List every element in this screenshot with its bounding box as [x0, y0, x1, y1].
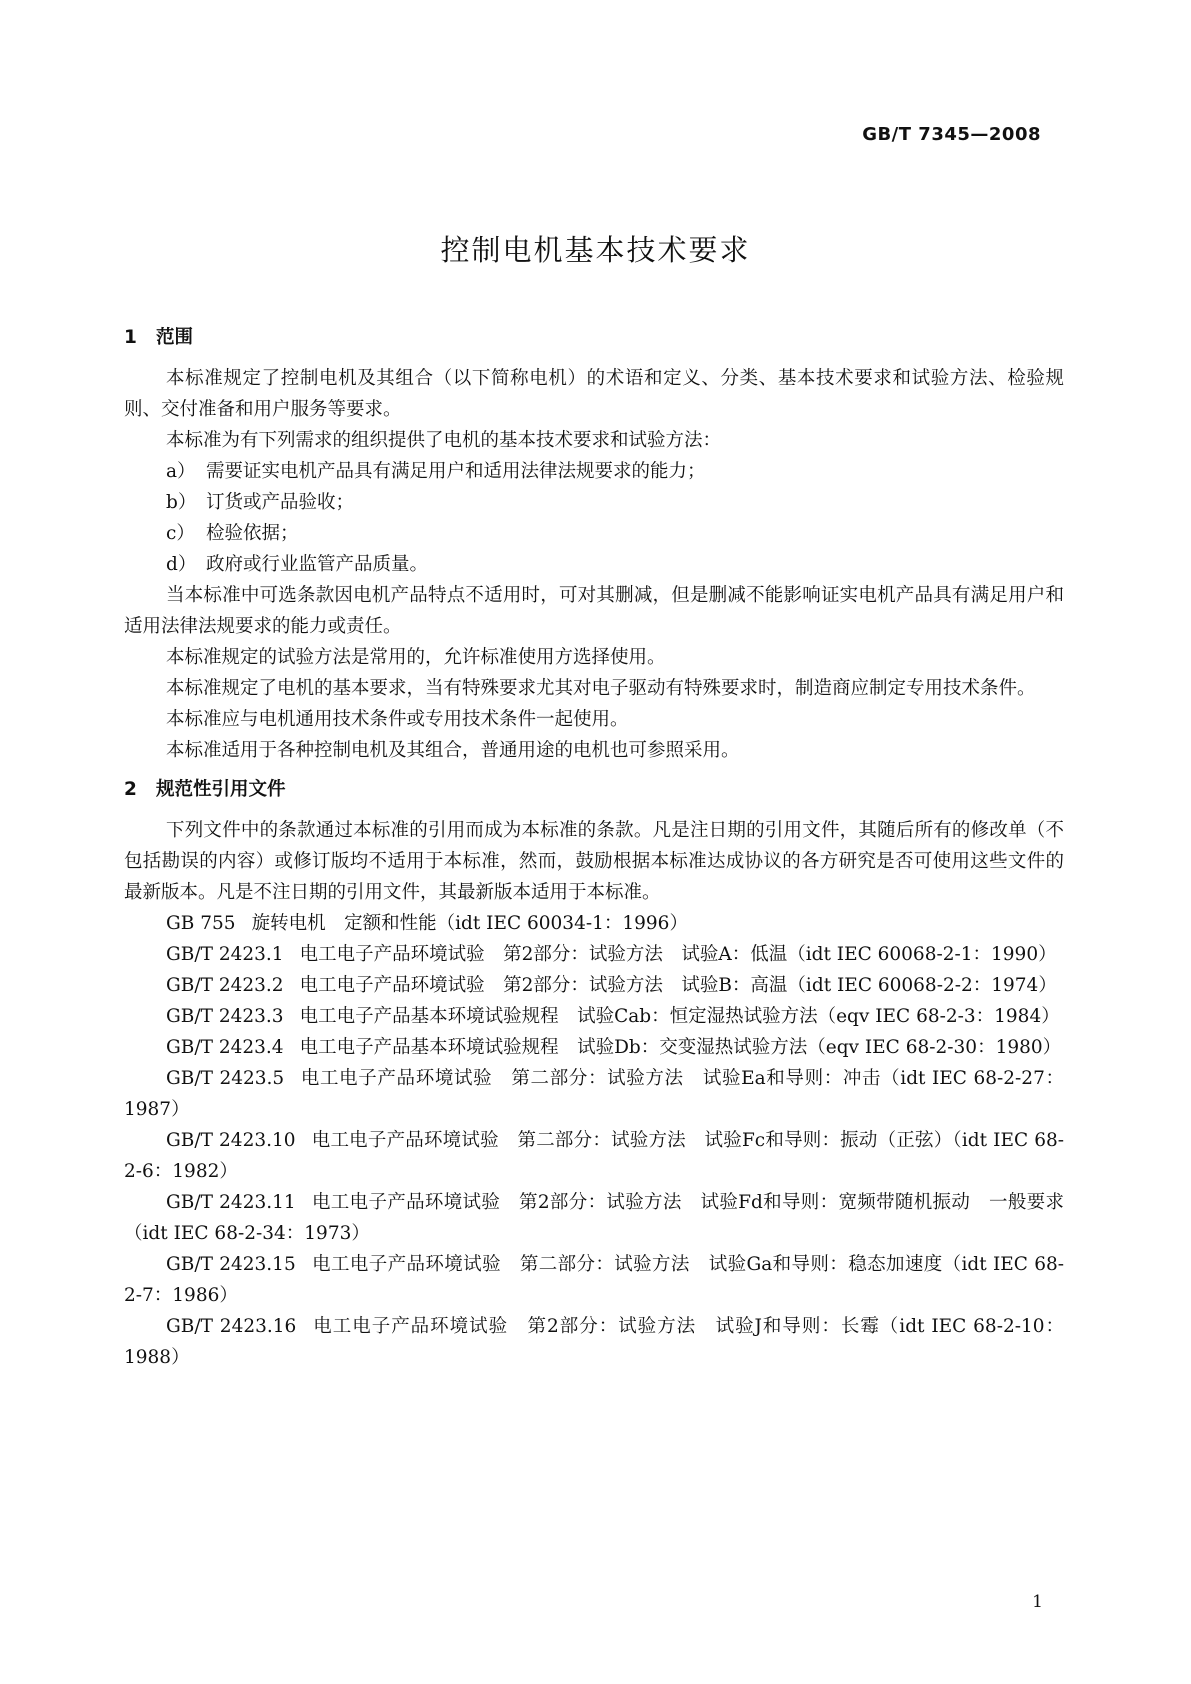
reference-code: GB/T 2423.1: [166, 944, 284, 965]
reference-code: GB/T 2423.10: [166, 1130, 296, 1151]
reference-item: [124, 1032, 1064, 1063]
reference-text: 电工电子产品环境试验 第二部分：试验方法 试验Fc和导则：振动（正弦）（idt IEC 68-2-6：1982）: [124, 1130, 1064, 1182]
reference-text: 电工电子产品基本环境试验规程 试验Db：交变湿热试验方法（eqv IEC 68-2-30：1980）: [299, 1037, 1062, 1058]
reference-text: 电工电子产品环境试验 第2部分：试验方法 试验J和导则：长霉（idt IEC 68-2-10：1988）: [124, 1316, 1064, 1368]
reference-text: 电工电子产品基本环境试验规程 试验Cab：恒定湿热试验方法（eqv IEC 68-2-3：1984）: [299, 1006, 1060, 1027]
reference-text: 电工电子产品环境试验 第2部分：试验方法 试验A：低温（idt IEC 60068-2-1：1990）: [299, 944, 1057, 965]
reference-item: [124, 1311, 1064, 1373]
reference-item: [124, 1001, 1064, 1032]
reference-code: GB/T 2423.11: [166, 1192, 296, 1213]
reference-item: [124, 1063, 1064, 1125]
section-title: 范围: [156, 327, 194, 348]
paragraph: 当本标准中可选条款因电机产品特点不适用时，可对其删减，但是删减不能影响证实电机产品具有满足用户和适用法律法规要求的能力或责任。: [124, 585, 1064, 637]
list-item-label: d）: [166, 554, 197, 575]
list-item-text: 订货或产品验收；: [206, 492, 355, 513]
reference-code: GB/T 2423.2: [166, 975, 284, 996]
document-body: [124, 322, 1064, 1373]
paragraph: 本标准适用于各种控制电机及其组合，普通用途的电机也可参照采用。: [166, 740, 740, 761]
reference-text: 电工电子产品环境试验 第2部分：试验方法 试验B：高温（idt IEC 60068-2-2：1974）: [299, 975, 1057, 996]
reference-item: [124, 939, 1064, 970]
list-item: [124, 456, 1064, 487]
standard-code: GB/T 7345—2008: [862, 124, 1041, 145]
page-number: 1: [1032, 1592, 1043, 1612]
paragraph: 下列文件中的条款通过本标准的引用而成为本标准的条款。凡是注日期的引用文件，其随后所有的修改单（不包括勘误的内容）或修订版均不适用于本标准，然而，鼓励根据本标准达成协议的各方研究是否可使用这些文件的最新版本。凡是不注日期的引用文件，其最新版本适用于本标准。: [124, 820, 1064, 903]
reference-text: 旋转电机 定额和性能（idt IEC 60034-1：1996）: [251, 913, 688, 934]
section-1-heading: [124, 322, 1064, 353]
section-number: 1: [124, 327, 137, 348]
reference-text: 电工电子产品环境试验 第二部分：试验方法 试验Ea和导则：冲击（idt IEC 68-2-27：1987）: [124, 1068, 1064, 1120]
list-item-text: 政府或行业监管产品质量。: [206, 554, 429, 575]
reference-code: GB/T 2423.15: [166, 1254, 296, 1275]
reference-item: [124, 1125, 1064, 1187]
paragraph: 本标准为有下列需求的组织提供了电机的基本技术要求和试验方法：: [166, 430, 722, 451]
reference-item: [124, 908, 1064, 939]
reference-code: GB/T 2423.3: [166, 1006, 284, 1027]
paragraph: 本标准规定了电机的基本要求，当有特殊要求尤其对电子驱动有特殊要求时，制造商应制定专用技术条件。: [166, 678, 1036, 699]
list-item-label: c）: [166, 523, 195, 544]
section-title: 规范性引用文件: [156, 779, 286, 800]
reference-item: [124, 1187, 1064, 1249]
list-item-text: 需要证实电机产品具有满足用户和适用法律法规要求的能力；: [206, 461, 706, 482]
list-item-label: b）: [166, 492, 197, 513]
list-item-text: 检验依据；: [206, 523, 299, 544]
reference-code: GB 755: [166, 913, 236, 934]
paragraph: 本标准应与电机通用技术条件或专用技术条件一起使用。: [166, 709, 629, 730]
list-item: [124, 549, 1064, 580]
reference-item: [124, 1249, 1064, 1311]
reference-code: GB/T 2423.5: [166, 1068, 285, 1089]
reference-code: GB/T 2423.4: [166, 1037, 284, 1058]
paragraph: 本标准规定了控制电机及其组合（以下简称电机）的术语和定义、分类、基本技术要求和试验方法、检验规则、交付准备和用户服务等要求。: [124, 368, 1064, 420]
list-item: [124, 518, 1064, 549]
document-title: 控制电机基本技术要求: [440, 233, 751, 267]
reference-code: GB/T 2423.16: [166, 1316, 297, 1337]
reference-text: 电工电子产品环境试验 第2部分：试验方法 试验Fd和导则：宽频带随机振动 一般要求（idt IEC 68-2-34：1973）: [124, 1192, 1064, 1244]
reference-text: 电工电子产品环境试验 第二部分：试验方法 试验Ga和导则：稳态加速度（idt IEC 68-2-7：1986）: [124, 1254, 1064, 1306]
list-item: [124, 487, 1064, 518]
list-item-label: a）: [166, 461, 196, 482]
paragraph: 本标准规定的试验方法是常用的，允许标准使用方选择使用。: [166, 647, 666, 668]
section-number: 2: [124, 779, 137, 800]
reference-item: [124, 970, 1064, 1001]
section-2-heading: [124, 774, 1064, 805]
